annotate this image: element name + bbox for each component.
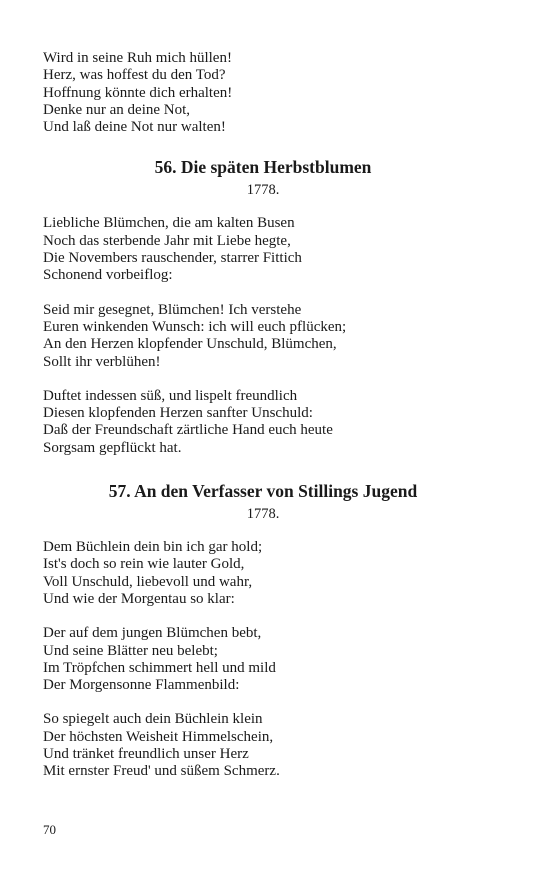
poem-57-stanza-2 [43, 625, 483, 694]
verse-line: Die Novembers rauschender, starrer Fittich [43, 250, 302, 267]
verse-line: An den Herzen klopfender Unschuld, Blümchen, [43, 336, 337, 353]
verse-line: Hoffnung könnte dich erhalten! [43, 84, 233, 101]
verse-line: Der Morgensonne Flammenbild: [43, 677, 240, 694]
verse-line: Und wie der Morgentau so klar: [43, 590, 235, 607]
verse-line: Ist's doch so rein wie lauter Gold, [43, 556, 245, 573]
verse-line: Und laß deine Not nur walten! [43, 119, 226, 136]
poem-57-stanza-1 [43, 539, 483, 608]
verse-line: Dem Büchlein dein bin ich gar hold; [43, 539, 263, 556]
poem-56-stanza-2 [43, 302, 483, 371]
verse-line: Wird in seine Ruh mich hüllen! [43, 50, 232, 66]
verse-line: Schonend vorbeiflog: [43, 267, 173, 284]
poem-57-stanza-3 [43, 711, 483, 780]
verse-line: Der auf dem jungen Blümchen bebt, [43, 625, 262, 642]
verse-line: Sollt ihr verblühen! [43, 353, 161, 370]
page-content [43, 50, 483, 781]
verse-line: Liebliche Blümchen, die am kalten Busen [43, 215, 295, 232]
verse-line: Herz, was hoffest du den Tod? [43, 67, 226, 84]
poem-56-year: 1778. [246, 182, 280, 199]
verse-line: Seid mir gesegnet, Blümchen! Ich verstehe [43, 301, 302, 318]
verse-line: Sorgsam gepflückt hat. [43, 439, 182, 456]
page-number: 70 [43, 822, 56, 837]
poem-57-title: 57. An den Verfasser von Stillings Jugend [108, 481, 418, 502]
verse-line: Mit ernster Freud' und süßem Schmerz. [43, 763, 280, 780]
verse-line: Und seine Blätter neu belebt; [43, 642, 218, 659]
verse-line: Im Tröpfchen schimmert hell und mild [43, 659, 276, 676]
verse-line: Euren winkenden Wunsch: ich will euch pflücken; [43, 318, 347, 335]
verse-line: Noch das sterbende Jahr mit Liebe hegte, [43, 232, 291, 249]
poem-56-stanza-1 [43, 215, 483, 284]
verse-line: Diesen klopfenden Herzen sanfter Unschuld: [43, 405, 313, 422]
poem-56-stanza-3 [43, 388, 483, 457]
verse-line: Daß der Freundschaft zärtliche Hand euch heute [43, 422, 333, 439]
verse-line: So spiegelt auch dein Büchlein klein [43, 711, 263, 728]
verse-line: Denke nur an deine Not, [43, 101, 191, 118]
verse-line: Voll Unschuld, liebevoll und wahr, [43, 573, 253, 590]
poem-56-title: 56. Die späten Herbstblumen [154, 157, 372, 178]
stanza-continuation [43, 50, 483, 136]
verse-line: Der höchsten Weisheit Himmelschein, [43, 728, 274, 745]
poem-57-year: 1778. [246, 506, 280, 523]
verse-line: Und tränket freundlich unser Herz [43, 746, 249, 763]
verse-line: Duftet indessen süß, und lispelt freundlich [43, 387, 298, 404]
